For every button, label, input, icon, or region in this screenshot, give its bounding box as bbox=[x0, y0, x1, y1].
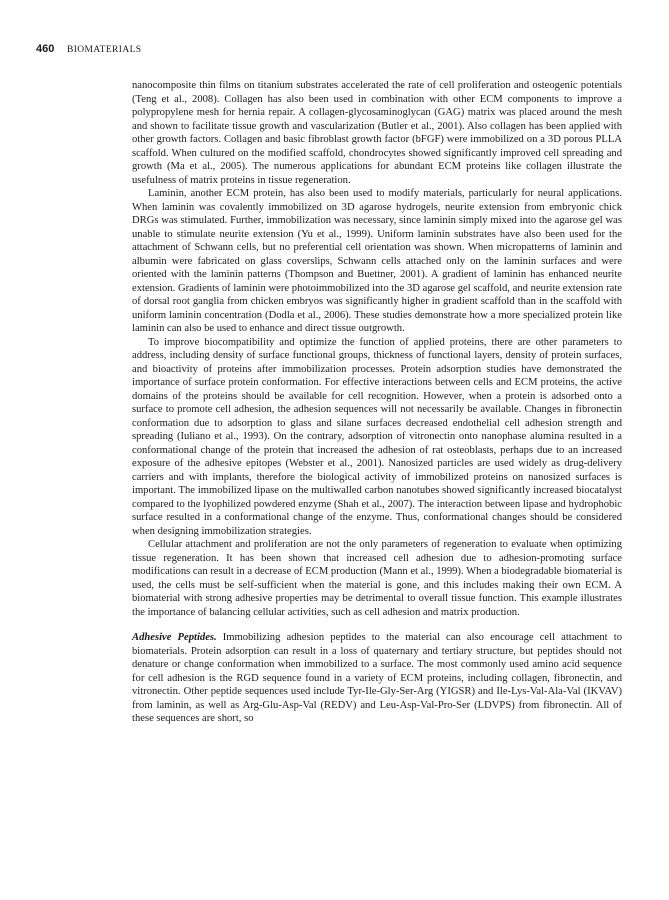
page-number: 460 bbox=[36, 43, 55, 55]
paragraph-collagen: nanocomposite thin films on titanium substrates accelerated the rate of cell proliferation and osteogenic potentials (Teng et al., 2008). Collagen has also been used in combination with other ECM components to improve a polypropylene mesh for hernia repair. A collagen-glycosaminoglycan (GAG) matrix was placed around the mesh and shown to facilitate tissue growth and vascularization (Butler et al., 2001). Also collagen has been applied with other growth factors. Collagen and basic fibroblast growth factor (bFGF) were immobilized on a 3D porous PLLA scaffold. When cultured on the modified scaffold, chondrocytes showed significantly improved cell spreading and growth (Ma et al., 2005). The numerous applications for abundant ECM proteins like collagen illustrate the usefulness of matrix proteins in tissue regeneration. bbox=[132, 80, 622, 186]
paragraph-attachment: Cellular attachment and proliferation are not the only parameters of regeneration to evaluate when optimizing tissue regeneration. It has been shown that increased cell adhesion due to adhesion-promoting surface modifications can result in a decrease of ECM production (Mann et al., 1999). When a biodegradable biomaterial is used, the cells must be self-sufficient when the material is gone, and this includes making their own ECM. A biomaterial with strong adhesive properties may be detrimental to overall tissue function. This example illustrates the importance of balancing cellular activities, such as cell adhesion and matrix production. bbox=[132, 539, 622, 618]
paragraph-laminin: Laminin, another ECM protein, has also been used to modify materials, particularly for neural applications. When laminin was covalently immobilized on 3D agarose hydrogels, neurite extension from embryonic chick DRGs was stimulated. Further, immobilization was necessary, since laminin simply mixed into the agarose gel was unable to stimulate neurite extension (Yu et al., 1999). Uniform laminin substrates have also been used for the attachment of Schwann cells, but no preferential cell orientation was shown. When micropatterns of laminin and albumin were fabricated on glass coverslips, Schwann cells attached only on the laminin surfaces and were oriented with the laminin patterns (Thompson and Buettner, 2001). A gradient of laminin has enhanced neurite extension. Gradients of laminin were photoimmobilized into the 3D agarose gel scaffold, and neurite extension rate of dorsal root ganglia from chicken embryos was significantly higher in gradient scaffold than in the scaffold with uniform laminin concentration (Dodla et al., 2006). These studies demonstrate how a more specialized protein like laminin can also be used to enhance and direct tissue outgrowth. bbox=[132, 188, 622, 334]
paragraph-biocompatibility: To improve biocompatibility and optimize the function of applied proteins, there are other parameters to address, including density of surface functional groups, thickness of functional layers, density of protein surfaces, and bioactivity of proteins after immobilization processes. Protein adsorption studies have demonstrated the importance of surface protein conformation. For effective interactions between cells and ECM proteins, the active domains of the proteins should be available for cell recognition. However, when a protein is adsorbed onto a surface to promote cell adhesion, the adhesion sequences will not necessarily be available. Changes in fibronectin conformation due to adsorption to glass and silane surfaces decreased endothelial cell adhesion strength and spreading (Iuliano et al., 1993). On the contrary, adsorption of vitronectin onto nanophase alumina resulted in a conformational change of the protein that increased the adhesion of rat osteoblasts, perhaps due to an increased exposure of the adhesive epitopes (Webster et al., 2001). Nanosized particles are used widely as drug-delivery carriers and with implants, therefore the biological activity of immobilized proteins on nanosized surfaces is important. The immobilized lipase on the multiwalled carbon nanotubes showed significantly increased biocatalyst compared to the lyophilized powdered enzyme (Shah et al., 2007). The interaction between lipase and hydrophobic surface resulted in a conformational change of the enzyme. Thus, conformational changes should be considered when designing immobilization strategies. bbox=[132, 336, 622, 537]
section-text: Immobilizing adhesion peptides to the material can also encourage cell attachment to biomaterials. Protein adsorption can result in a loss of quaternary and tertiary structure, but peptides should not denature or change conformation when immobilized to a surface. The most commonly used amino acid sequence for cell adhesion is the RGD sequence found in a variety of ECM proteins, including collagen, fibronectin, and vitronectin. Other peptide sequences used include Tyr-Ile-Gly-Ser-Arg (YIGSR) and Ile-Lys-Val-Ala-Val (IKVAV) from laminin, as well as Arg-Glu-Asp-Val (REDV) and Leu-Asp-Val-Pro-Ser (LDVPS) from fibronectin. All of these sequences are short, so bbox=[132, 632, 623, 724]
section-adhesive-peptides bbox=[132, 631, 622, 726]
section-heading: Adhesive Peptides. bbox=[132, 632, 217, 643]
running-header bbox=[36, 43, 141, 56]
body-text bbox=[132, 79, 622, 726]
running-title: BIOMATERIALS bbox=[67, 45, 142, 55]
